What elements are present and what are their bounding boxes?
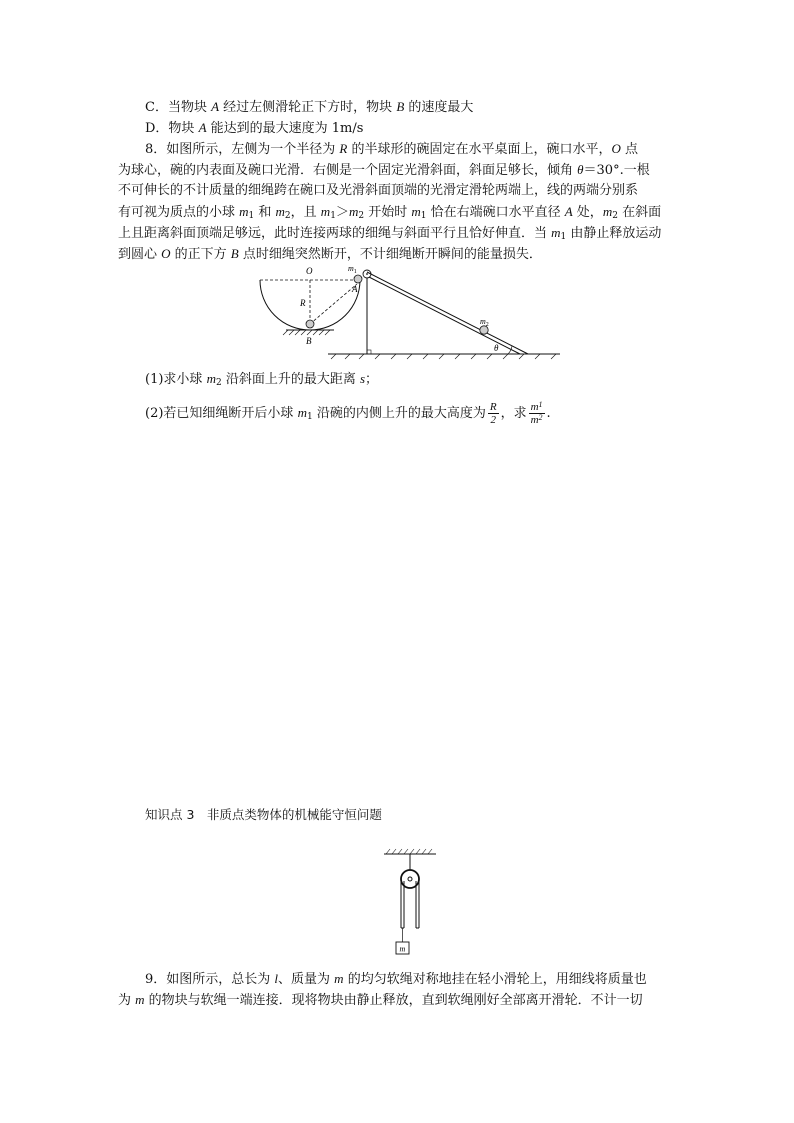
q8-sub-1: (1)求小球 $m_2$ 沿斜面上升的最大距离 s； (145, 371, 379, 388)
label-r: R (300, 298, 306, 308)
label-m1: $m_1$ (348, 264, 357, 275)
figure-pulley-rope (378, 846, 440, 958)
figure-bowl-incline (250, 262, 570, 364)
fraction-m1-over-m2: $\frac{m^1}{m^2}$ (530, 400, 543, 426)
q8-line-2: 为球心，碗的内表面及碗口光滑．右侧是一个固定光滑斜面，斜面足够长，倾角 θ＝30°.一根 (118, 162, 650, 178)
q8-line-3: 不可伸长的不计质量的细绳跨在碗口及光滑斜面顶端的光滑定滑轮两端上，线的两端分别系 (118, 183, 639, 198)
label-a: A (352, 284, 358, 294)
q8-sub-2: (2)若已知细绳断开后小球 $m_1$ 沿碗的内侧上升的最大高度为 $\frac{R}{2}$ ，求 $\frac{m^1}{m^2}$ . (145, 400, 551, 426)
label-b: B (306, 336, 312, 346)
label-m2: $m_2$ (480, 317, 489, 328)
label-o: O (306, 266, 313, 276)
q8-line-1: 8．如图所示，左侧为一个半径为 R 的半球形的碗固定在水平桌面上，碗口水平，O 点 (145, 141, 639, 157)
q8-line-6: 到圆心 O 的正下方 B 点时细绳突然断开，不计细绳断开瞬间的能量损失． (118, 246, 542, 262)
q9-line-1: 9．如图所示，总长为 l、质量为 m 的均匀软绳对称地挂在轻小滑轮上，用细线将质量也 (145, 971, 647, 987)
ball-b (306, 320, 314, 328)
fraction-r-over-2: $\frac{R}{2}$ (489, 401, 497, 426)
ball-m1 (354, 275, 362, 283)
option-c: C．当物块 A 经过左侧滑轮正下方时，物块 B 的速度最大 (145, 99, 474, 115)
label-theta: θ (494, 343, 499, 353)
label-block-m: m (399, 944, 406, 954)
section-heading: 知识点 3 非质点类物体的机械能守恒问题 (145, 807, 382, 822)
q8-line-5: 上且距离斜面顶端足够远，此时连接两球的细绳与斜面平行且恰好伸直．当 $m_1$ 由静止释放运动 (118, 225, 662, 242)
q9-line-2: 为 m 的物块与软绳一端连接．现将物块由静止释放，直到软绳刚好全部离开滑轮．不计一切 (118, 992, 643, 1008)
option-d: D．物块 A 能达到的最大速度为 1m/s (145, 120, 364, 136)
q8-line-4: 有可视为质点的小球 $m_1$ 和 $m_2$，且 $m_1>m_2$ 开始时 $m_1$ 恰在右端碗口水平直径 A 处，$m_2$ 在斜面 (118, 204, 662, 221)
